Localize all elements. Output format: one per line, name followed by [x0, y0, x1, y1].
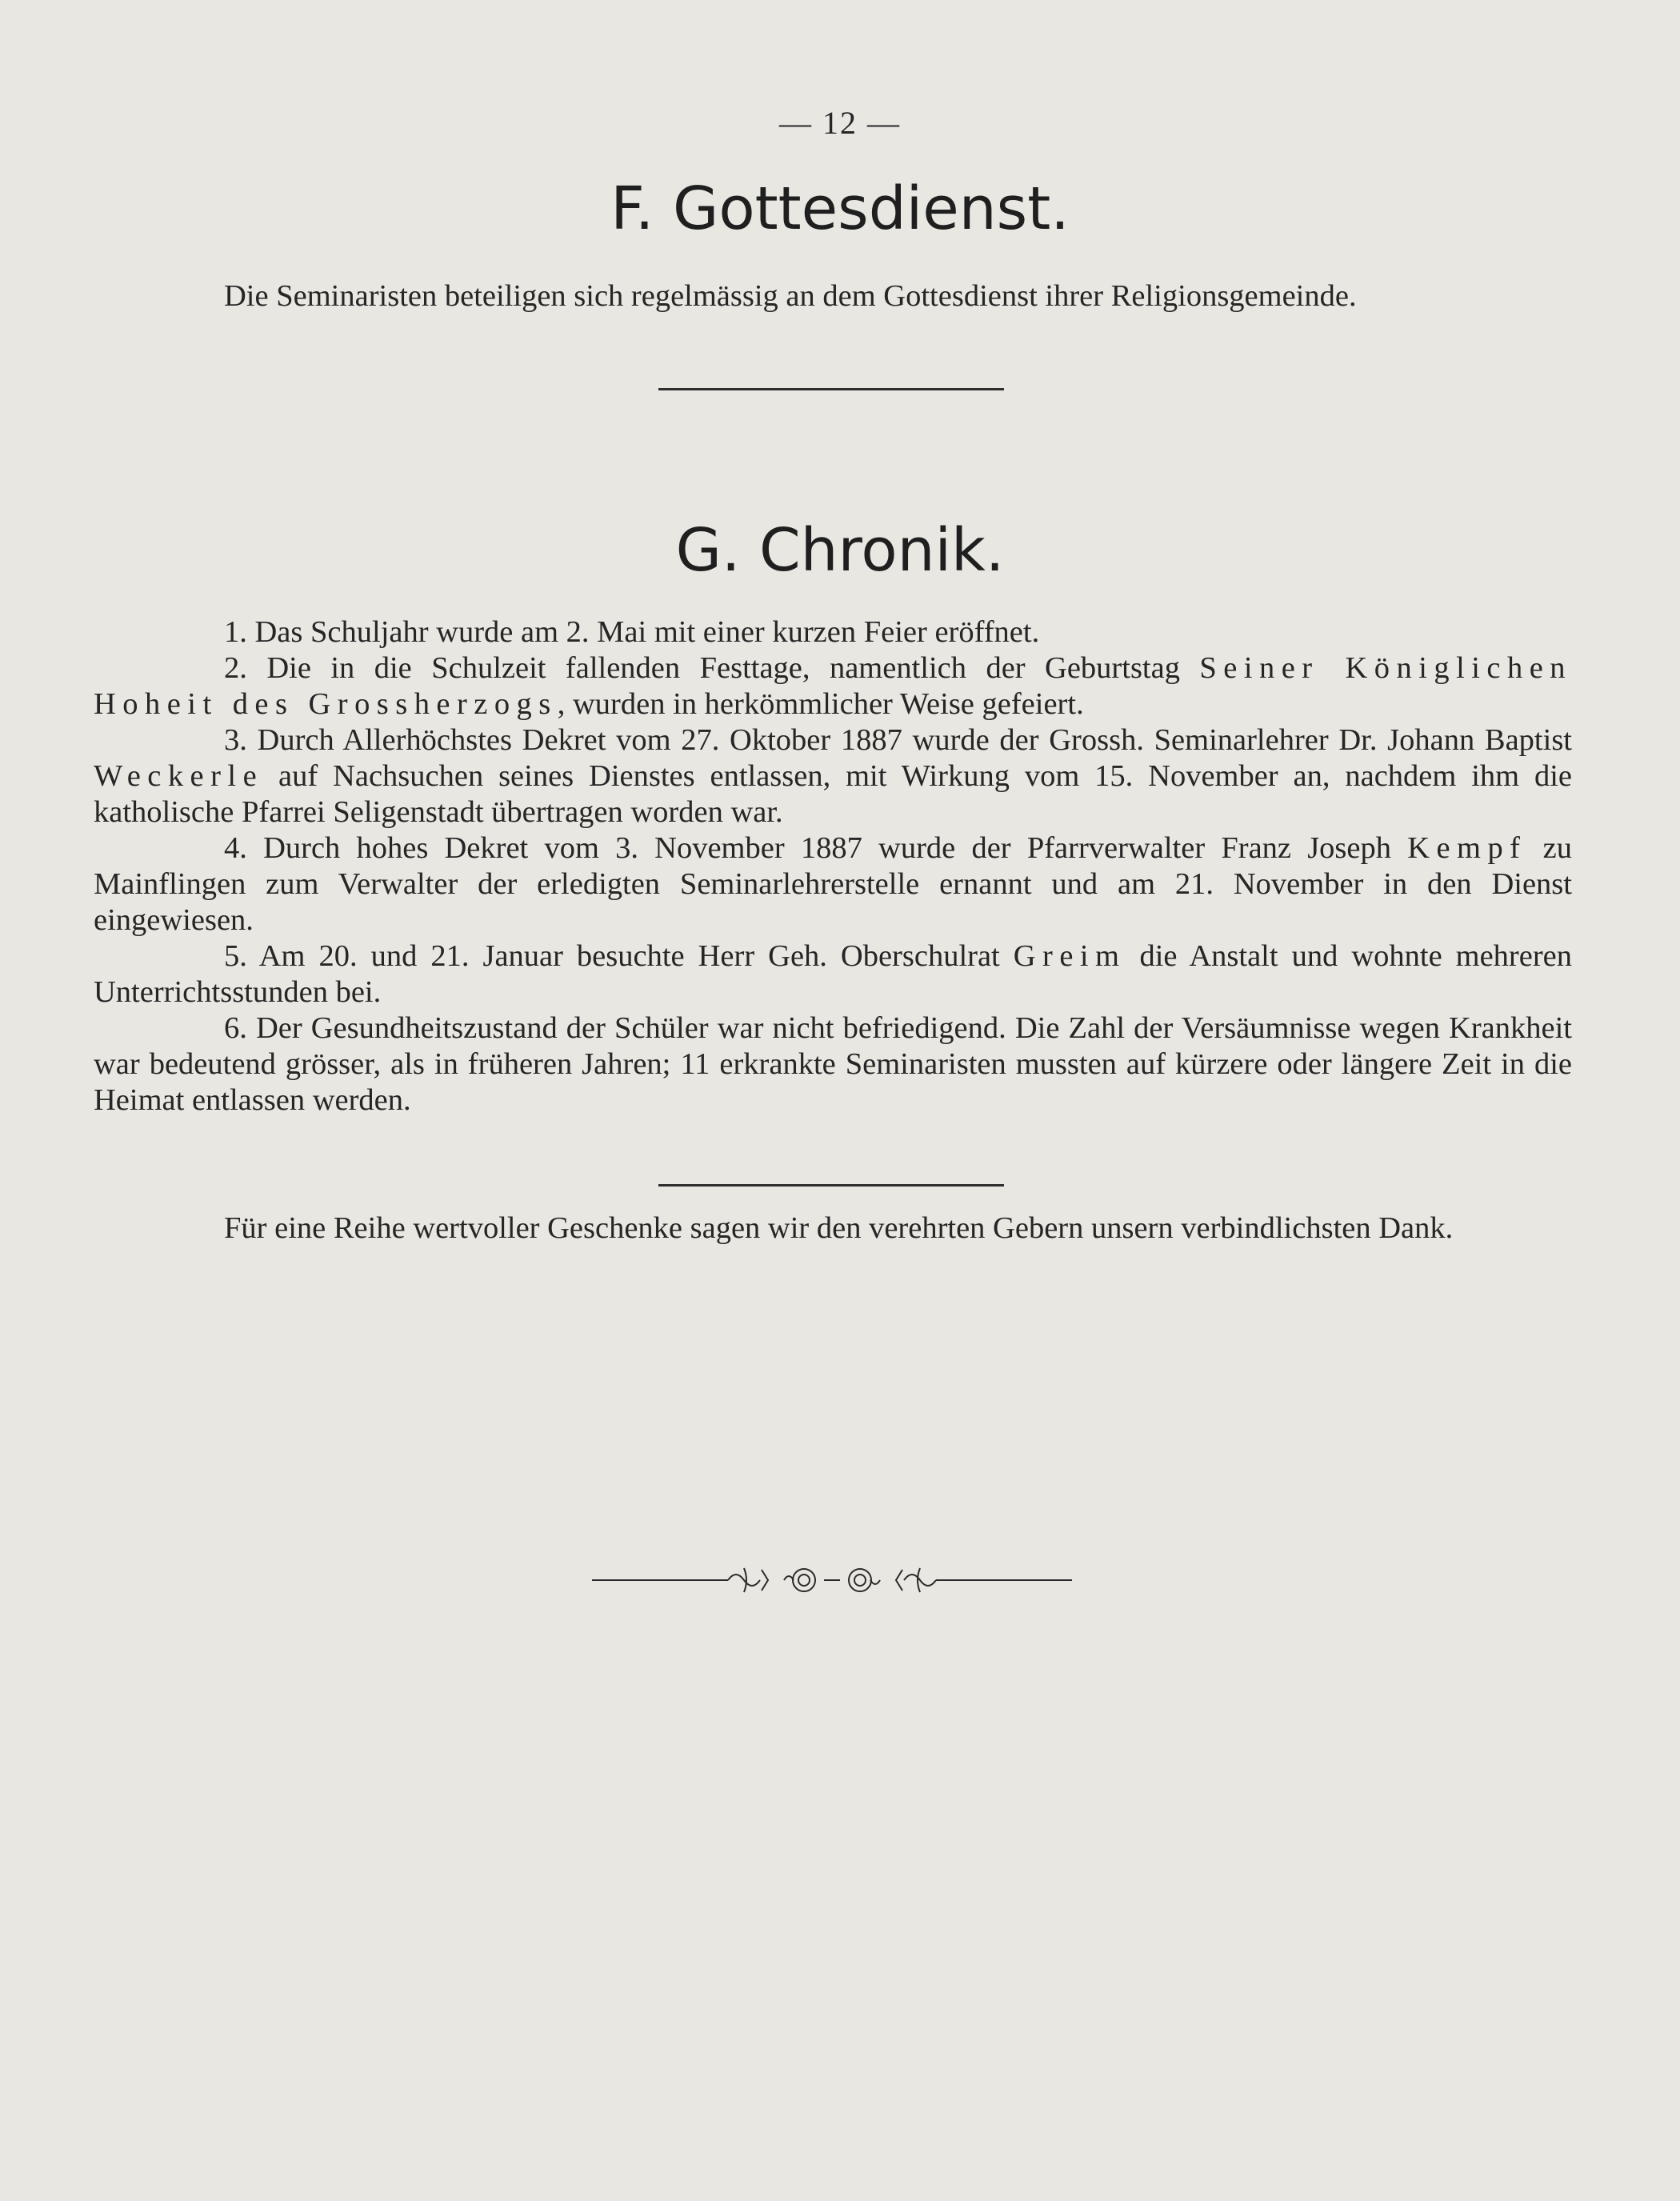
- item-text: 3. Durch Allerhöchstes Dekret vom 27. Oktober 1887 wurde der Grossh. Seminarlehrer Dr. Johann Baptist: [224, 723, 1572, 757]
- emphasized-name: Weckerle: [94, 759, 264, 793]
- item-text: 6. Der Gesundheitszustand der Schüler war nicht befriedigend. Die Zahl der Versäumnisse wegen Krankheit war bedeutend grösser, als in früheren Jahren; 11 erkrankte Seminaristen mussten auf kürzere oder längere Zeit in die Heimat entlassen werden.: [94, 1011, 1572, 1117]
- chronik-item-2: [94, 650, 1572, 722]
- section-heading-chronik: G. Chronik.: [675, 516, 1005, 585]
- closing-paragraph: [94, 1211, 1572, 1247]
- chronik-item-5: [94, 938, 1572, 1010]
- flourish-ornament-icon: [592, 1552, 1072, 1608]
- item-text: zu Mainflingen zum Verwalter der erledigten Seminarlehrerstelle ernannt und am 21. November in den Dienst eingewiesen.: [94, 831, 1573, 937]
- paragraph-text: Für eine Reihe wertvoller Geschenke sagen wir den verehrten Gebern unsern verbindlichsten Dank.: [224, 1211, 1454, 1245]
- section-heading-gottesdienst: F. Gottesdienst.: [610, 174, 1070, 243]
- section-divider: [658, 1184, 1004, 1187]
- item-text: 5. Am 20. und 21. Januar besuchte Herr Geh. Oberschulrat: [224, 939, 1014, 973]
- page-number: — 12 —: [779, 105, 901, 141]
- emphasized-name: Kempf: [1407, 831, 1527, 865]
- section-paragraph-gottesdienst: [94, 278, 1572, 314]
- emphasized-name: Seiner Königlichen Hoheit des Grossherzogs: [94, 651, 1572, 721]
- item-text: die Anstalt und wohnte mehreren Unterrichtsstunden bei.: [94, 939, 1572, 1009]
- chronik-list: [94, 614, 1572, 1119]
- chronik-item-3: [94, 722, 1572, 830]
- section-divider: [658, 388, 1004, 390]
- paragraph-text: Die Seminaristen beteiligen sich regelmässig an dem Gottesdienst ihrer Religionsgemeinde.: [224, 279, 1357, 313]
- item-text: 2. Die in die Schulzeit fallenden Festtage, namentlich der Geburtstag: [224, 651, 1200, 685]
- chronik-item-6: [94, 1010, 1572, 1119]
- item-text: auf Nachsuchen seines Dienstes entlassen, mit Wirkung vom 15. November an, nachdem ihm die katholische Pfarrei Seligenstadt übertragen worden war.: [94, 759, 1572, 829]
- item-text: , wurden in herkömmlicher Weise gefeiert.: [557, 687, 1084, 721]
- emphasized-name: Greim: [1013, 939, 1126, 973]
- chronik-item-1: [94, 614, 1572, 650]
- item-text: 4. Durch hohes Dekret vom 3. November 1887 wurde der Pfarrverwalter Franz Joseph: [224, 831, 1408, 865]
- chronik-item-4: [94, 830, 1572, 938]
- item-text: 1. Das Schuljahr wurde am 2. Mai mit einer kurzen Feier eröffnet.: [224, 615, 1040, 649]
